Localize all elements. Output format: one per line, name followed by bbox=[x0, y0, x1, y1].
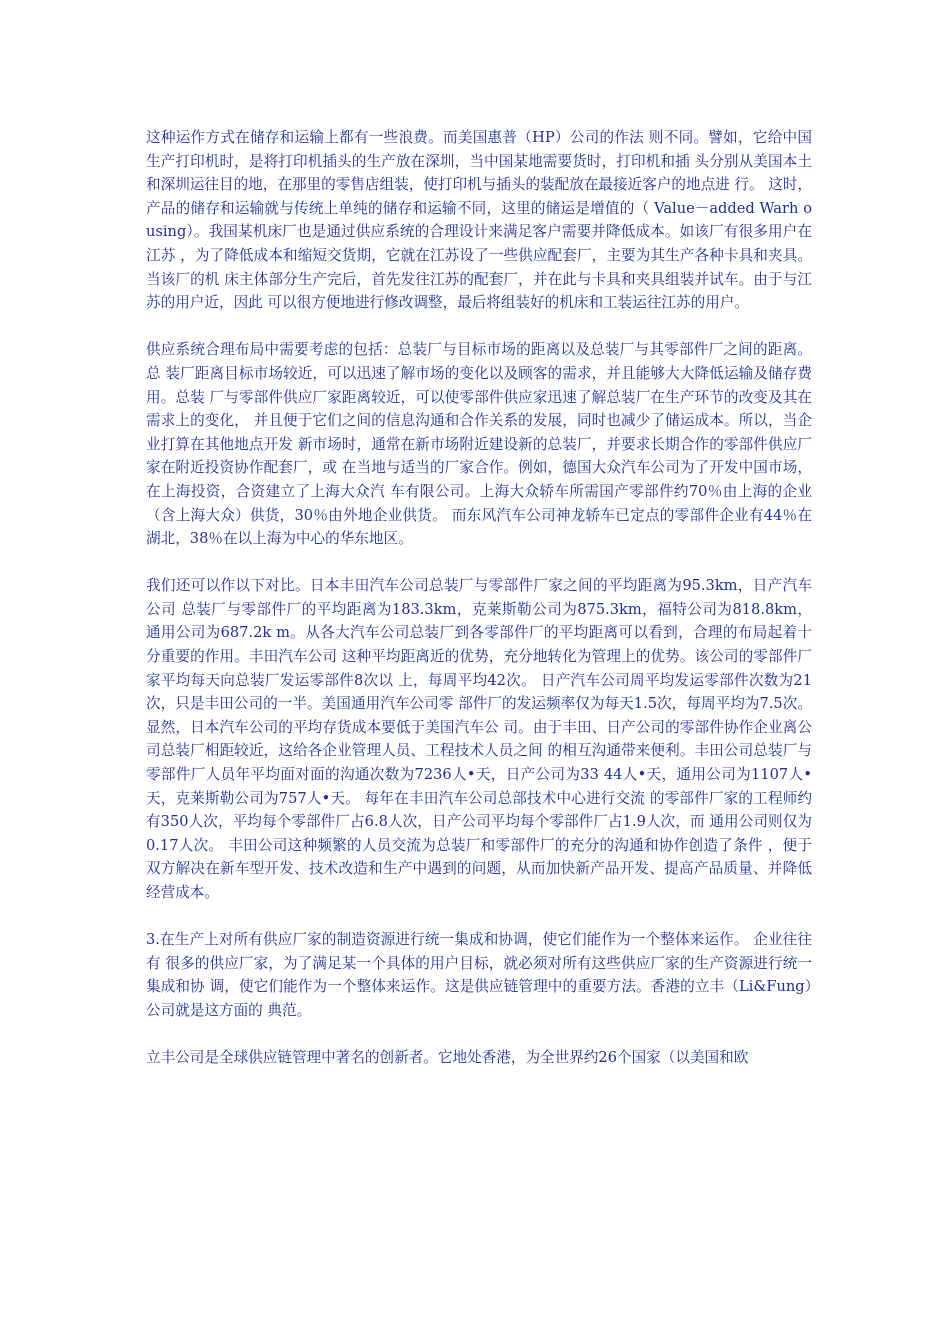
paragraph-hp-example: 这种运作方式在储存和运输上都有一些浪费。而美国惠普（HP）公司的作法 则不同。譬如，它给中国生产打印机时，是将打印机插头的生产放在深圳，当中国某地需要货时，打印机和插 头分别从美国本土和深圳运往目的地，在那里的零售店组装，使打印机与插头的装配放在最接近客户的地点进 行。 这时，产品的储存和运输就与传统上单纯的储存和运输不同，这里的储运是增值的（ Value－added Warh ousing）。我国某机床厂也是通过供应系统的合理设计来满足客户需要并降低成本。如该厂有很多用户在江苏 ，为了降低成本和缩短交货期，它就在江苏设了一些供应配套厂，主要为其生产各种卡具和夹具。当该厂的机 床主体部分生产完后，首先发往江苏的配套厂，并在此与卡具和夹具组装并试车。由于与江苏的用户近，因此 可以很方便地进行修改调整，最后将组装好的机床和工装运往江苏的用户。 bbox=[146, 129, 813, 312]
paragraph-resource-integration: 3.在生产上对所有供应厂家的制造资源进行统一集成和协调，使它们能作为一个整体来运作。 企业往往有 很多的供应厂家，为了满足某一个具体的用户目标，就必须对所有这些供应厂家的生产资源进行统一集成和协 调，使它们能作为一个整体来运作。这是供应链管理中的重要方法。香港的立丰（Li&Fung）公司就是这方面的 典范。 bbox=[146, 931, 812, 1019]
paragraph-lifung-intro: 立丰公司是全球供应链管理中著名的创新者。它地处香港，为全世界约26个国家（以美国和欧 bbox=[146, 1049, 749, 1067]
paragraph-supply-layout: 供应系统合理布局中需要考虑的包括：总装厂与目标市场的距离以及总装厂与其零部件厂之间的距离。总 装厂距离目标市场较近，可以迅速了解市场的变化以及顾客的需求，并且能够大大降低运输及储存费用。总装 厂与零部件供应厂家距离较近，可以使零部件供应家迅速了解总装厂在生产环节的改变及其在需求上的变化， 并且便于它们之间的信息沟通和合作关系的发展，同时也减少了储运成本。所以，当企业打算在其他地点开发 新市场时，通常在新市场附近建设新的总装厂，并要求长期合作的零部件供应厂家在附近投资协作配套厂，或 在当地与适当的厂家合作。例如，德国大众汽车公司为了开发中国市场，在上海投资，合资建立了上海大众汽 车有限公司。上海大众轿车所需国产零部件约70％由上海的企业（含上海大众）供货，30％由外地企业供货。 而东风汽车公司神龙轿车已定点的零部件企业有44％在湖北，38％在以上海为中心的华东地区。 bbox=[146, 341, 812, 548]
document-body bbox=[146, 126, 812, 1093]
paragraph-automaker-comparison: 我们还可以作以下对比。日本丰田汽车公司总装厂与零部件厂家之间的平均距离为95.3km，日产汽车公司 总装厂与零部件厂的平均距离为183.3km，克莱斯勒公司为875.3km，福特公司为818.8km， 通用公司为687.2k m。从各大汽车公司总装厂到各零部件厂的平均距离可以看到，合理的布局起着十分重要的作用。丰田汽车公司 这种平均距离近的优势，充分地转化为管理上的优势。该公司的零部件厂家平均每天向总装厂发运零部件8次以 上，每周平均42次。 日产汽车公司周平均发运零部件次数为21次，只是丰田公司的一半。美国通用汽车公司零 部件厂的发运频率仅为每天1.5次，每周平均为7.5次。显然，日本汽车公司的平均存货成本要低于美国汽车公 司。由于丰田、日产公司的零部件协作企业离公司总装厂相距较近，这给各企业管理人员、工程技术人员之间 的相互沟通带来便利。丰田公司总装厂与零部件厂人员年平均面对面的沟通次数为7236人•天，日产公司为33 44人•天，通用公司为1107人•天，克莱斯勒公司为757人•天。 每年在丰田汽车公司总部技术中心进行交流 的零部件厂家的工程师约有350人次，平均每个零部件厂占6.8人次，日产公司平均每个零部件厂占1.9人次，而 通用公司则仅为0.17人次。 丰田公司这种频繁的人员交流为总装厂和零部件厂的充分的沟通和协作创造了条件 ，便于双方解决在新车型开发、技术改造和生产中遇到的问题，从而加快新产品开发、提高产品质量、并降低 经营成本。 bbox=[146, 577, 812, 901]
